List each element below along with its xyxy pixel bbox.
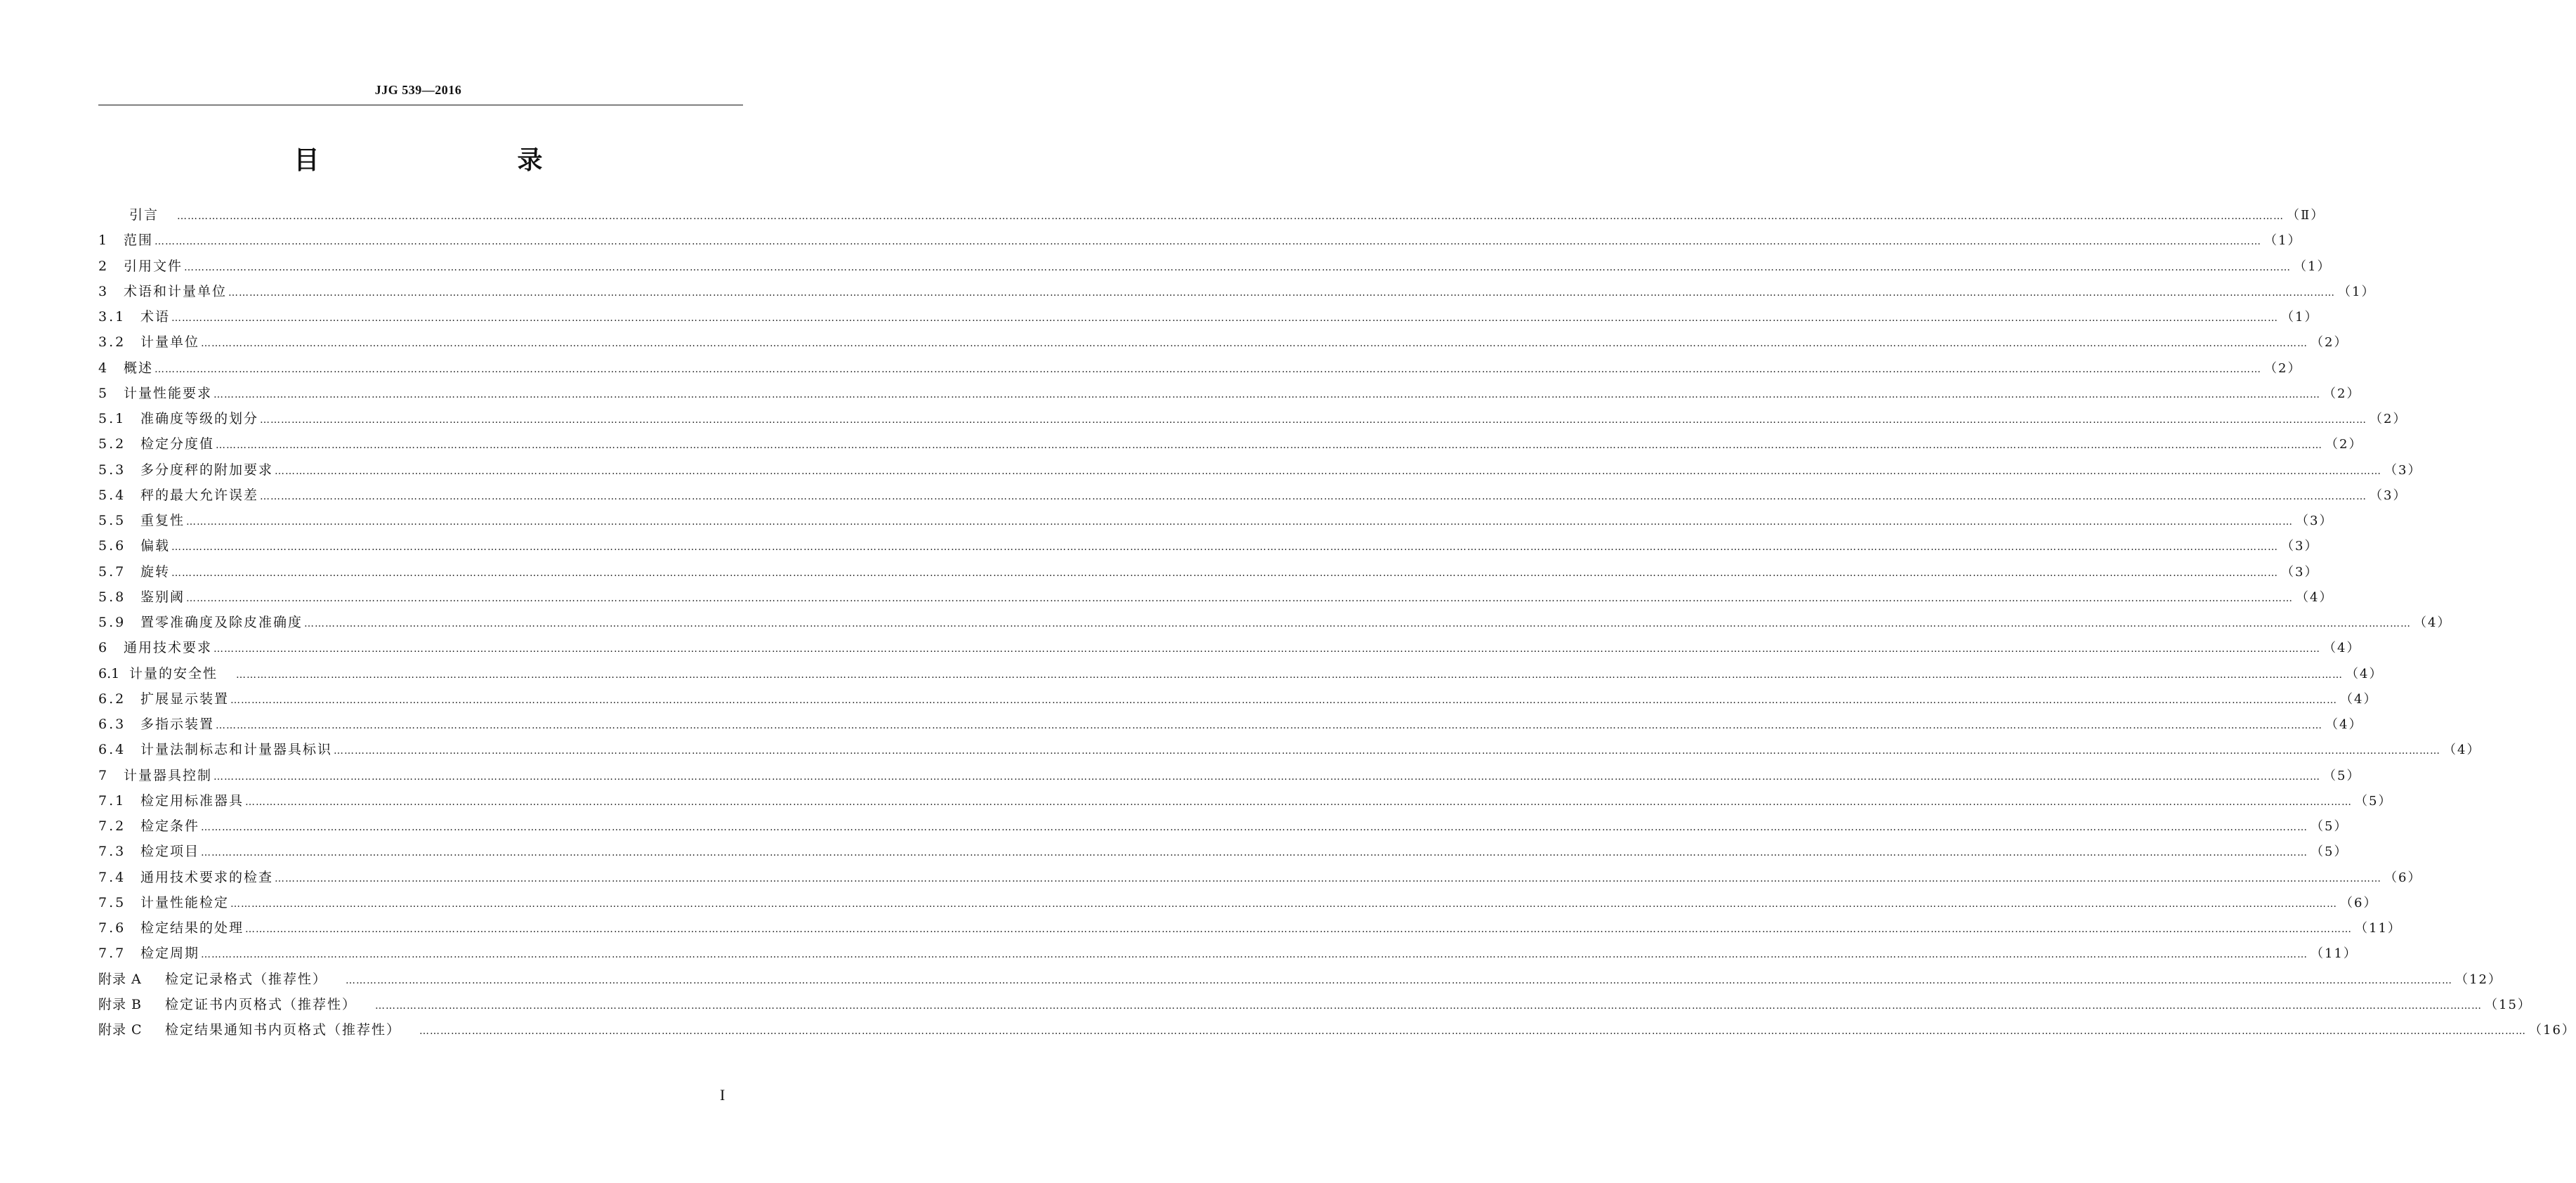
- toc-entry-label: 计量性能要求: [124, 385, 213, 401]
- toc-entry-page: （5）: [2355, 793, 2393, 809]
- toc-entry[interactable]: [98, 661, 2384, 686]
- toc-entry-label: 多分度秤的附加要求: [140, 462, 274, 478]
- toc-leader-dots: ……………………………………………………………………………………………………………………………………………………………………………………………………………………………………………………………………………………………………………………………………………………………………………………………………………………………………………………………………………………………………………………………………………………: [275, 872, 2382, 884]
- toc-entry-number: 附录 B: [98, 996, 143, 1012]
- toc-entry-page: （4）: [2296, 589, 2334, 605]
- toc-entry-label: 通用技术要求: [124, 640, 213, 656]
- toc-leader-dots: ……………………………………………………………………………………………………………………………………………………………………………………………………………………………………………………………………………………………………………………………………………………………………………………………………………………………………………………………………………………………………………………………………………………: [334, 745, 2441, 757]
- toc-leader-dots: ……………………………………………………………………………………………………………………………………………………………………………………………………………………………………………………………………………………………………………………………………………………………………………………………………………………………………………………………………………………………………………………………………………………: [177, 211, 2285, 222]
- toc-entry-number: 5.6: [98, 538, 126, 554]
- toc-entry-label: 术语: [140, 309, 171, 325]
- toc-entry[interactable]: [98, 406, 2407, 431]
- toc-entry[interactable]: [98, 508, 2334, 533]
- toc-entry-label: 计量单位: [140, 334, 200, 351]
- toc-entry-page: （3）: [2296, 514, 2334, 528]
- table-of-contents: [98, 202, 2576, 1043]
- toc-entry-label: 偏载: [140, 538, 171, 554]
- toc-entry-number: 7.6: [98, 920, 126, 936]
- toc-entry[interactable]: [98, 1017, 2576, 1043]
- toc-entry[interactable]: [98, 967, 2502, 992]
- toc-entry[interactable]: [98, 686, 2378, 712]
- toc-entry-number: 1: [98, 233, 110, 249]
- toc-entry[interactable]: [98, 329, 2348, 355]
- toc-entry-label: 引言: [129, 207, 159, 223]
- toc-leader-dots: ……………………………………………………………………………………………………………………………………………………………………………………………………………………………………………………………………………………………………………………………………………………………………………………………………………………………………………………………………………………………………………………………………………………: [213, 771, 2321, 783]
- toc-entry[interactable]: [98, 839, 2348, 864]
- toc-entry-number: 7.7: [98, 946, 126, 962]
- toc-entry-label: 检定记录格式（推荐性）: [165, 971, 328, 987]
- toc-entry-label: 引用文件: [124, 258, 183, 274]
- toc-entry-page: （4）: [2340, 691, 2378, 707]
- toc-entry-label: 计量法制标志和计量器具标识: [140, 742, 333, 758]
- toc-entry-page: （2）: [2370, 412, 2407, 426]
- toc-leader-dots: ……………………………………………………………………………………………………………………………………………………………………………………………………………………………………………………………………………………………………………………………………………………………………………………………………………………………………………………………………………………………………………………………………………………: [171, 542, 2279, 554]
- toc-entry-label: 计量器具控制: [124, 767, 213, 783]
- toc-entry-number: 6: [98, 640, 110, 656]
- toc-leader-dots: ……………………………………………………………………………………………………………………………………………………………………………………………………………………………………………………………………………………………………………………………………………………………………………………………………………………………………………………………………………………………………………………………………………………: [184, 261, 2292, 273]
- toc-entry-page: （2）: [2323, 386, 2361, 401]
- toc-entry-page: （4）: [2325, 717, 2363, 732]
- toc-leader-dots: ……………………………………………………………………………………………………………………………………………………………………………………………………………………………………………………………………………………………………………………………………………………………………………………………………………………………………………………………………………………………………………………………………………………: [245, 796, 2353, 808]
- toc-entry-number: 6.3: [98, 717, 126, 732]
- toc-entry-label: 检定结果的处理: [140, 920, 244, 936]
- toc-leader-dots: ……………………………………………………………………………………………………………………………………………………………………………………………………………………………………………………………………………………………………………………………………………………………………………………………………………………………………………………………………………………………………………………………………………………: [155, 363, 2262, 375]
- toc-leader-dots: ……………………………………………………………………………………………………………………………………………………………………………………………………………………………………………………………………………………………………………………………………………………………………………………………………………………………………………………………………………………………………………………………………………………: [201, 847, 2308, 859]
- toc-leader-dots: ……………………………………………………………………………………………………………………………………………………………………………………………………………………………………………………………………………………………………………………………………………………………………………………………………………………………………………………………………………………………………………………………………………………: [171, 567, 2279, 579]
- toc-entry[interactable]: [98, 941, 2358, 966]
- toc-entry[interactable]: [98, 202, 2325, 228]
- toc-entry-number: 5.3: [98, 462, 126, 478]
- toc-entry[interactable]: [98, 584, 2334, 610]
- toc-entry-page: （3）: [2281, 539, 2319, 554]
- toc-entry-number: 5.1: [98, 411, 126, 426]
- toc-entry-label: 概述: [124, 360, 154, 376]
- toc-entry-page: （16）: [2529, 1023, 2576, 1038]
- toc-entry-number: 6.1: [98, 665, 120, 681]
- toc-entry-number: 6.2: [98, 691, 126, 707]
- toc-leader-dots: ……………………………………………………………………………………………………………………………………………………………………………………………………………………………………………………………………………………………………………………………………………………………………………………………………………………………………………………………………………………………………………………………………………………: [213, 388, 2321, 400]
- toc-entry-label: 检定分度值: [140, 436, 215, 452]
- toc-entry-number: 7: [98, 767, 110, 783]
- toc-leader-dots: ……………………………………………………………………………………………………………………………………………………………………………………………………………………………………………………………………………………………………………………………………………………………………………………………………………………………………………………………………………………………………………………………………………………: [228, 287, 2336, 299]
- toc-entry-page: （4）: [2346, 666, 2384, 681]
- toc-entry[interactable]: [98, 279, 2376, 304]
- toc-entry[interactable]: [98, 483, 2407, 508]
- toc-entry[interactable]: [98, 533, 2319, 558]
- toc-entry-label: 检定用标准器具: [140, 792, 244, 809]
- toc-entry[interactable]: [98, 304, 2319, 329]
- toc-leader-dots: ……………………………………………………………………………………………………………………………………………………………………………………………………………………………………………………………………………………………………………………………………………………………………………………………………………………………………………………………………………………………………………………………………………………: [186, 592, 2294, 604]
- toc-entry-page: （1）: [2338, 284, 2376, 299]
- toc-entry-page: （3）: [2281, 564, 2319, 580]
- toc-entry-page: （5）: [2323, 768, 2361, 783]
- toc-entry-label: 鉴别阈: [140, 589, 185, 605]
- toc-entry-number: 7.5: [98, 894, 126, 910]
- toc-entry-number: 附录 C: [98, 1022, 143, 1038]
- toc-leader-dots: ……………………………………………………………………………………………………………………………………………………………………………………………………………………………………………………………………………………………………………………………………………………………………………………………………………………………………………………………………………………………………………………………………………………: [230, 898, 2338, 910]
- page-title: 目 录: [294, 146, 592, 175]
- toc-leader-dots: ……………………………………………………………………………………………………………………………………………………………………………………………………………………………………………………………………………………………………………………………………………………………………………………………………………………………………………………………………………………………………………………………………………………: [201, 949, 2308, 961]
- toc-entry[interactable]: [98, 890, 2378, 915]
- toc-entry-page: （4）: [2414, 615, 2452, 630]
- toc-leader-dots: ……………………………………………………………………………………………………………………………………………………………………………………………………………………………………………………………………………………………………………………………………………………………………………………………………………………………………………………………………………………………………………………………………………………: [216, 440, 2323, 452]
- toc-entry-label: 多指示装置: [140, 717, 215, 732]
- toc-entry-page: （3）: [2384, 462, 2422, 478]
- toc-entry-label: 准确度等级的划分: [140, 411, 259, 426]
- toc-entry[interactable]: [98, 381, 2361, 406]
- toc-leader-dots: ……………………………………………………………………………………………………………………………………………………………………………………………………………………………………………………………………………………………………………………………………………………………………………………………………………………………………………………………………………………………………………………………………………………: [236, 669, 2344, 681]
- toc-entry-page: （1）: [2264, 233, 2302, 249]
- toc-entry-number: 5.8: [98, 589, 126, 605]
- page-number: I: [720, 1086, 725, 1104]
- toc-entry-number: 3: [98, 283, 110, 299]
- toc-entry-label: 计量性能检定: [140, 894, 230, 910]
- toc-leader-dots: ……………………………………………………………………………………………………………………………………………………………………………………………………………………………………………………………………………………………………………………………………………………………………………………………………………………………………………………………………………………………………………………………………………………: [230, 694, 2338, 706]
- toc-entry-page: （2）: [2311, 335, 2348, 351]
- toc-entry[interactable]: [98, 457, 2422, 483]
- toc-entry-number: 3.1: [98, 309, 126, 325]
- toc-leader-dots: ……………………………………………………………………………………………………………………………………………………………………………………………………………………………………………………………………………………………………………………………………………………………………………………………………………………………………………………………………………………………………………………………………………………: [245, 924, 2353, 935]
- toc-entry[interactable]: [98, 865, 2422, 890]
- toc-entry-label: 检定条件: [140, 818, 200, 834]
- toc-entry-page: （1）: [2281, 310, 2319, 325]
- toc-entry-number: 5.5: [98, 513, 126, 528]
- toc-entry[interactable]: [98, 431, 2363, 457]
- toc-entry[interactable]: [98, 355, 2302, 381]
- toc-entry-label: 置零准确度及除皮准确度: [140, 615, 303, 630]
- standard-code-header: JJG 539—2016: [374, 83, 462, 97]
- toc-entry-label: 术语和计量单位: [124, 283, 228, 299]
- toc-entry-number: 5.9: [98, 615, 126, 630]
- toc-entry-page: （1）: [2294, 259, 2332, 274]
- toc-entry-label: 检定结果通知书内页格式（推荐性）: [165, 1022, 402, 1038]
- toc-entry-page: （3）: [2370, 488, 2407, 503]
- toc-entry-label: 检定证书内页格式（推荐性）: [165, 996, 357, 1012]
- toc-leader-dots: ……………………………………………………………………………………………………………………………………………………………………………………………………………………………………………………………………………………………………………………………………………………………………………………………………………………………………………………………………………………………………………………………………………………: [260, 490, 2367, 502]
- toc-entry-label: 检定项目: [140, 844, 200, 860]
- toc-entry-label: 重复性: [140, 513, 185, 528]
- toc-entry-number: 5.2: [98, 436, 126, 452]
- toc-entry-label: 计量的安全性: [129, 665, 218, 681]
- toc-entry-page: （2）: [2264, 360, 2302, 376]
- toc-entry-number: 3.2: [98, 334, 126, 351]
- toc-entry-label: 通用技术要求的检查: [140, 869, 274, 885]
- toc-entry-page: （2）: [2325, 437, 2363, 452]
- toc-leader-dots: ……………………………………………………………………………………………………………………………………………………………………………………………………………………………………………………………………………………………………………………………………………………………………………………………………………………………………………………………………………………………………………………………………………………: [260, 414, 2367, 426]
- toc-entry-number: 2: [98, 258, 110, 274]
- toc-leader-dots: ……………………………………………………………………………………………………………………………………………………………………………………………………………………………………………………………………………………………………………………………………………………………………………………………………………………………………………………………………………………………………………………………………………………: [201, 338, 2308, 350]
- toc-entry[interactable]: [98, 610, 2452, 635]
- toc-entry-number: 7.4: [98, 869, 126, 885]
- toc-entry[interactable]: [98, 737, 2481, 762]
- toc-leader-dots: ……………………………………………………………………………………………………………………………………………………………………………………………………………………………………………………………………………………………………………………………………………………………………………………………………………………………………………………………………………………………………………………………………………………: [375, 1000, 2483, 1012]
- toc-entry-page: （11）: [2311, 946, 2358, 962]
- toc-entry-page: （4）: [2323, 641, 2361, 656]
- toc-entry-label: 旋转: [140, 563, 171, 580]
- toc-entry-label: 秤的最大允许误差: [140, 487, 259, 503]
- toc-entry[interactable]: [98, 813, 2348, 839]
- toc-entry[interactable]: [98, 254, 2332, 279]
- toc-entry-page: （15）: [2485, 997, 2532, 1012]
- toc-entry[interactable]: [98, 788, 2393, 813]
- toc-entry-page: （5）: [2311, 819, 2348, 834]
- toc-entry-page: （5）: [2311, 844, 2348, 860]
- toc-leader-dots: ……………………………………………………………………………………………………………………………………………………………………………………………………………………………………………………………………………………………………………………………………………………………………………………………………………………………………………………………………………………………………………………………………………………: [186, 516, 2294, 528]
- toc-entry-label: 扩展显示装置: [140, 691, 230, 707]
- toc-leader-dots: ……………………………………………………………………………………………………………………………………………………………………………………………………………………………………………………………………………………………………………………………………………………………………………………………………………………………………………………………………………………………………………………………………………………: [171, 313, 2279, 324]
- toc-entry[interactable]: [98, 635, 2361, 660]
- toc-entry-page: （6）: [2340, 895, 2378, 910]
- toc-entry-number: 6.4: [98, 742, 126, 758]
- toc-entry-number: 5.7: [98, 563, 126, 580]
- toc-entry-label: 检定周期: [140, 946, 200, 962]
- toc-entry[interactable]: [98, 712, 2363, 737]
- toc-entry-page: （Ⅱ）: [2287, 208, 2325, 223]
- toc-leader-dots: ……………………………………………………………………………………………………………………………………………………………………………………………………………………………………………………………………………………………………………………………………………………………………………………………………………………………………………………………………………………………………………………………………………………: [304, 618, 2412, 629]
- toc-leader-dots: ……………………………………………………………………………………………………………………………………………………………………………………………………………………………………………………………………………………………………………………………………………………………………………………………………………………………………………………………………………………………………………………………………………………: [275, 465, 2382, 477]
- toc-entry[interactable]: [98, 559, 2319, 584]
- toc-leader-dots: ……………………………………………………………………………………………………………………………………………………………………………………………………………………………………………………………………………………………………………………………………………………………………………………………………………………………………………………………………………………………………………………………………………………: [213, 643, 2321, 655]
- toc-entry-number: 7.3: [98, 844, 126, 860]
- toc-entry[interactable]: [98, 992, 2532, 1017]
- toc-leader-dots: ……………………………………………………………………………………………………………………………………………………………………………………………………………………………………………………………………………………………………………………………………………………………………………………………………………………………………………………………………………………………………………………………………………………: [346, 974, 2453, 986]
- toc-entry-number: 4: [98, 360, 110, 376]
- toc-entry-page: （11）: [2355, 921, 2402, 936]
- toc-entry-page: （6）: [2384, 870, 2422, 885]
- toc-entry[interactable]: [98, 763, 2361, 788]
- toc-leader-dots: ……………………………………………………………………………………………………………………………………………………………………………………………………………………………………………………………………………………………………………………………………………………………………………………………………………………………………………………………………………………………………………………………………………………: [419, 1026, 2527, 1037]
- toc-entry-number: 5: [98, 385, 110, 401]
- toc-leader-dots: ……………………………………………………………………………………………………………………………………………………………………………………………………………………………………………………………………………………………………………………………………………………………………………………………………………………………………………………………………………………………………………………………………………………: [201, 822, 2308, 833]
- toc-entry-number: 附录 A: [98, 971, 142, 987]
- toc-entry-page: （4）: [2443, 743, 2481, 758]
- toc-entry-page: （12）: [2455, 972, 2502, 987]
- toc-entry-number: 7.2: [98, 818, 126, 834]
- toc-entry-number: 7.1: [98, 792, 126, 809]
- toc-entry-label: 范围: [124, 233, 154, 249]
- toc-leader-dots: ……………………………………………………………………………………………………………………………………………………………………………………………………………………………………………………………………………………………………………………………………………………………………………………………………………………………………………………………………………………………………………………………………………………: [216, 720, 2323, 731]
- toc-leader-dots: ……………………………………………………………………………………………………………………………………………………………………………………………………………………………………………………………………………………………………………………………………………………………………………………………………………………………………………………………………………………………………………………………………………………: [155, 236, 2262, 248]
- toc-entry[interactable]: [98, 228, 2302, 253]
- toc-entry-number: 5.4: [98, 487, 126, 503]
- toc-entry[interactable]: [98, 915, 2402, 941]
